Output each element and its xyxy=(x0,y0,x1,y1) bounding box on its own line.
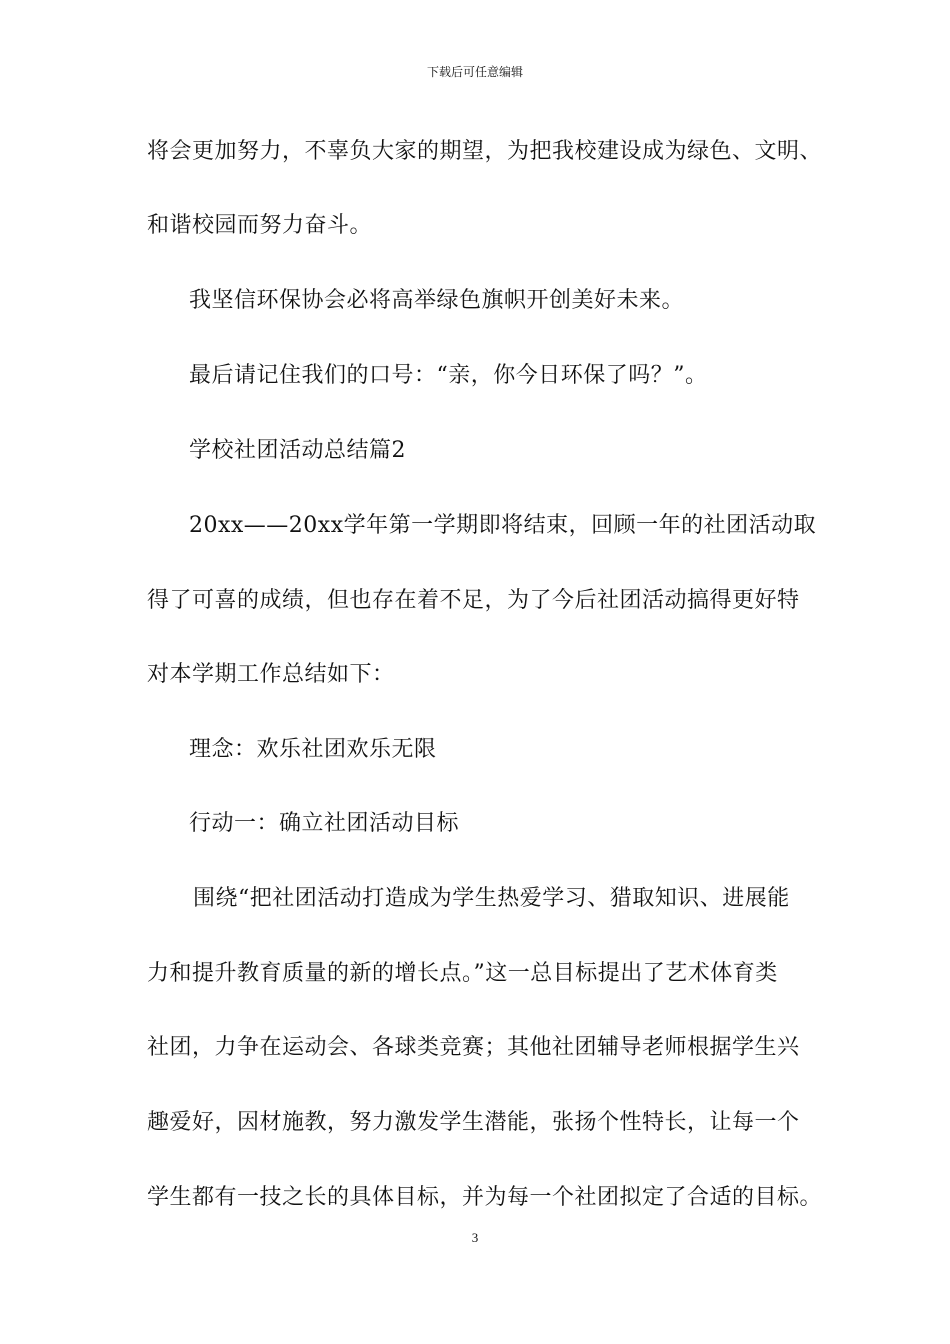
body-line: 力和提升教育质量的新的增长点。”这一总目标提出了艺术体育类 xyxy=(147,961,778,986)
body-line: 学生都有一技之长的具体目标，并为每一个社团拟定了合适的目标。 xyxy=(147,1185,823,1210)
section-heading: 学校社团活动总结篇2 xyxy=(189,438,406,463)
body-line: 20xx——20xx学年第一学期即将结束，回顾一年的社团活动取 xyxy=(189,513,817,538)
body-line: 行动一：确立社团活动目标 xyxy=(189,811,460,836)
body-line: 将会更加努力，不辜负大家的期望，为把我校建设成为绿色、文明、 xyxy=(147,139,823,164)
body-line: 和谐校园而努力奋斗。 xyxy=(147,213,373,238)
body-line: 得了可喜的成绩，但也存在着不足，为了今后社团活动搞得更好特 xyxy=(147,588,800,613)
body-line: 我坚信环保协会必将高举绿色旗帜开创美好未来。 xyxy=(189,288,685,313)
body-line: 对本学期工作总结如下： xyxy=(147,662,395,687)
body-line: 理念：欢乐社团欢乐无限 xyxy=(189,737,437,762)
body-line: 趣爱好，因材施教，努力激发学生潜能，张扬个性特长，让每一个 xyxy=(147,1110,800,1135)
body-line: 社团，力争在运动会、各球类竞赛；其他社团辅导老师根据学生兴 xyxy=(147,1035,800,1060)
page-header: 下载后可任意编辑 xyxy=(426,65,523,79)
body-line: 围绕“把社团活动打造成为学生热爱学习、猎取知识、进展能 xyxy=(193,886,790,911)
page-number: 3 xyxy=(471,1230,479,1245)
body-line: 最后请记住我们的口号：“亲，你今日环保了吗？”。 xyxy=(189,363,708,388)
